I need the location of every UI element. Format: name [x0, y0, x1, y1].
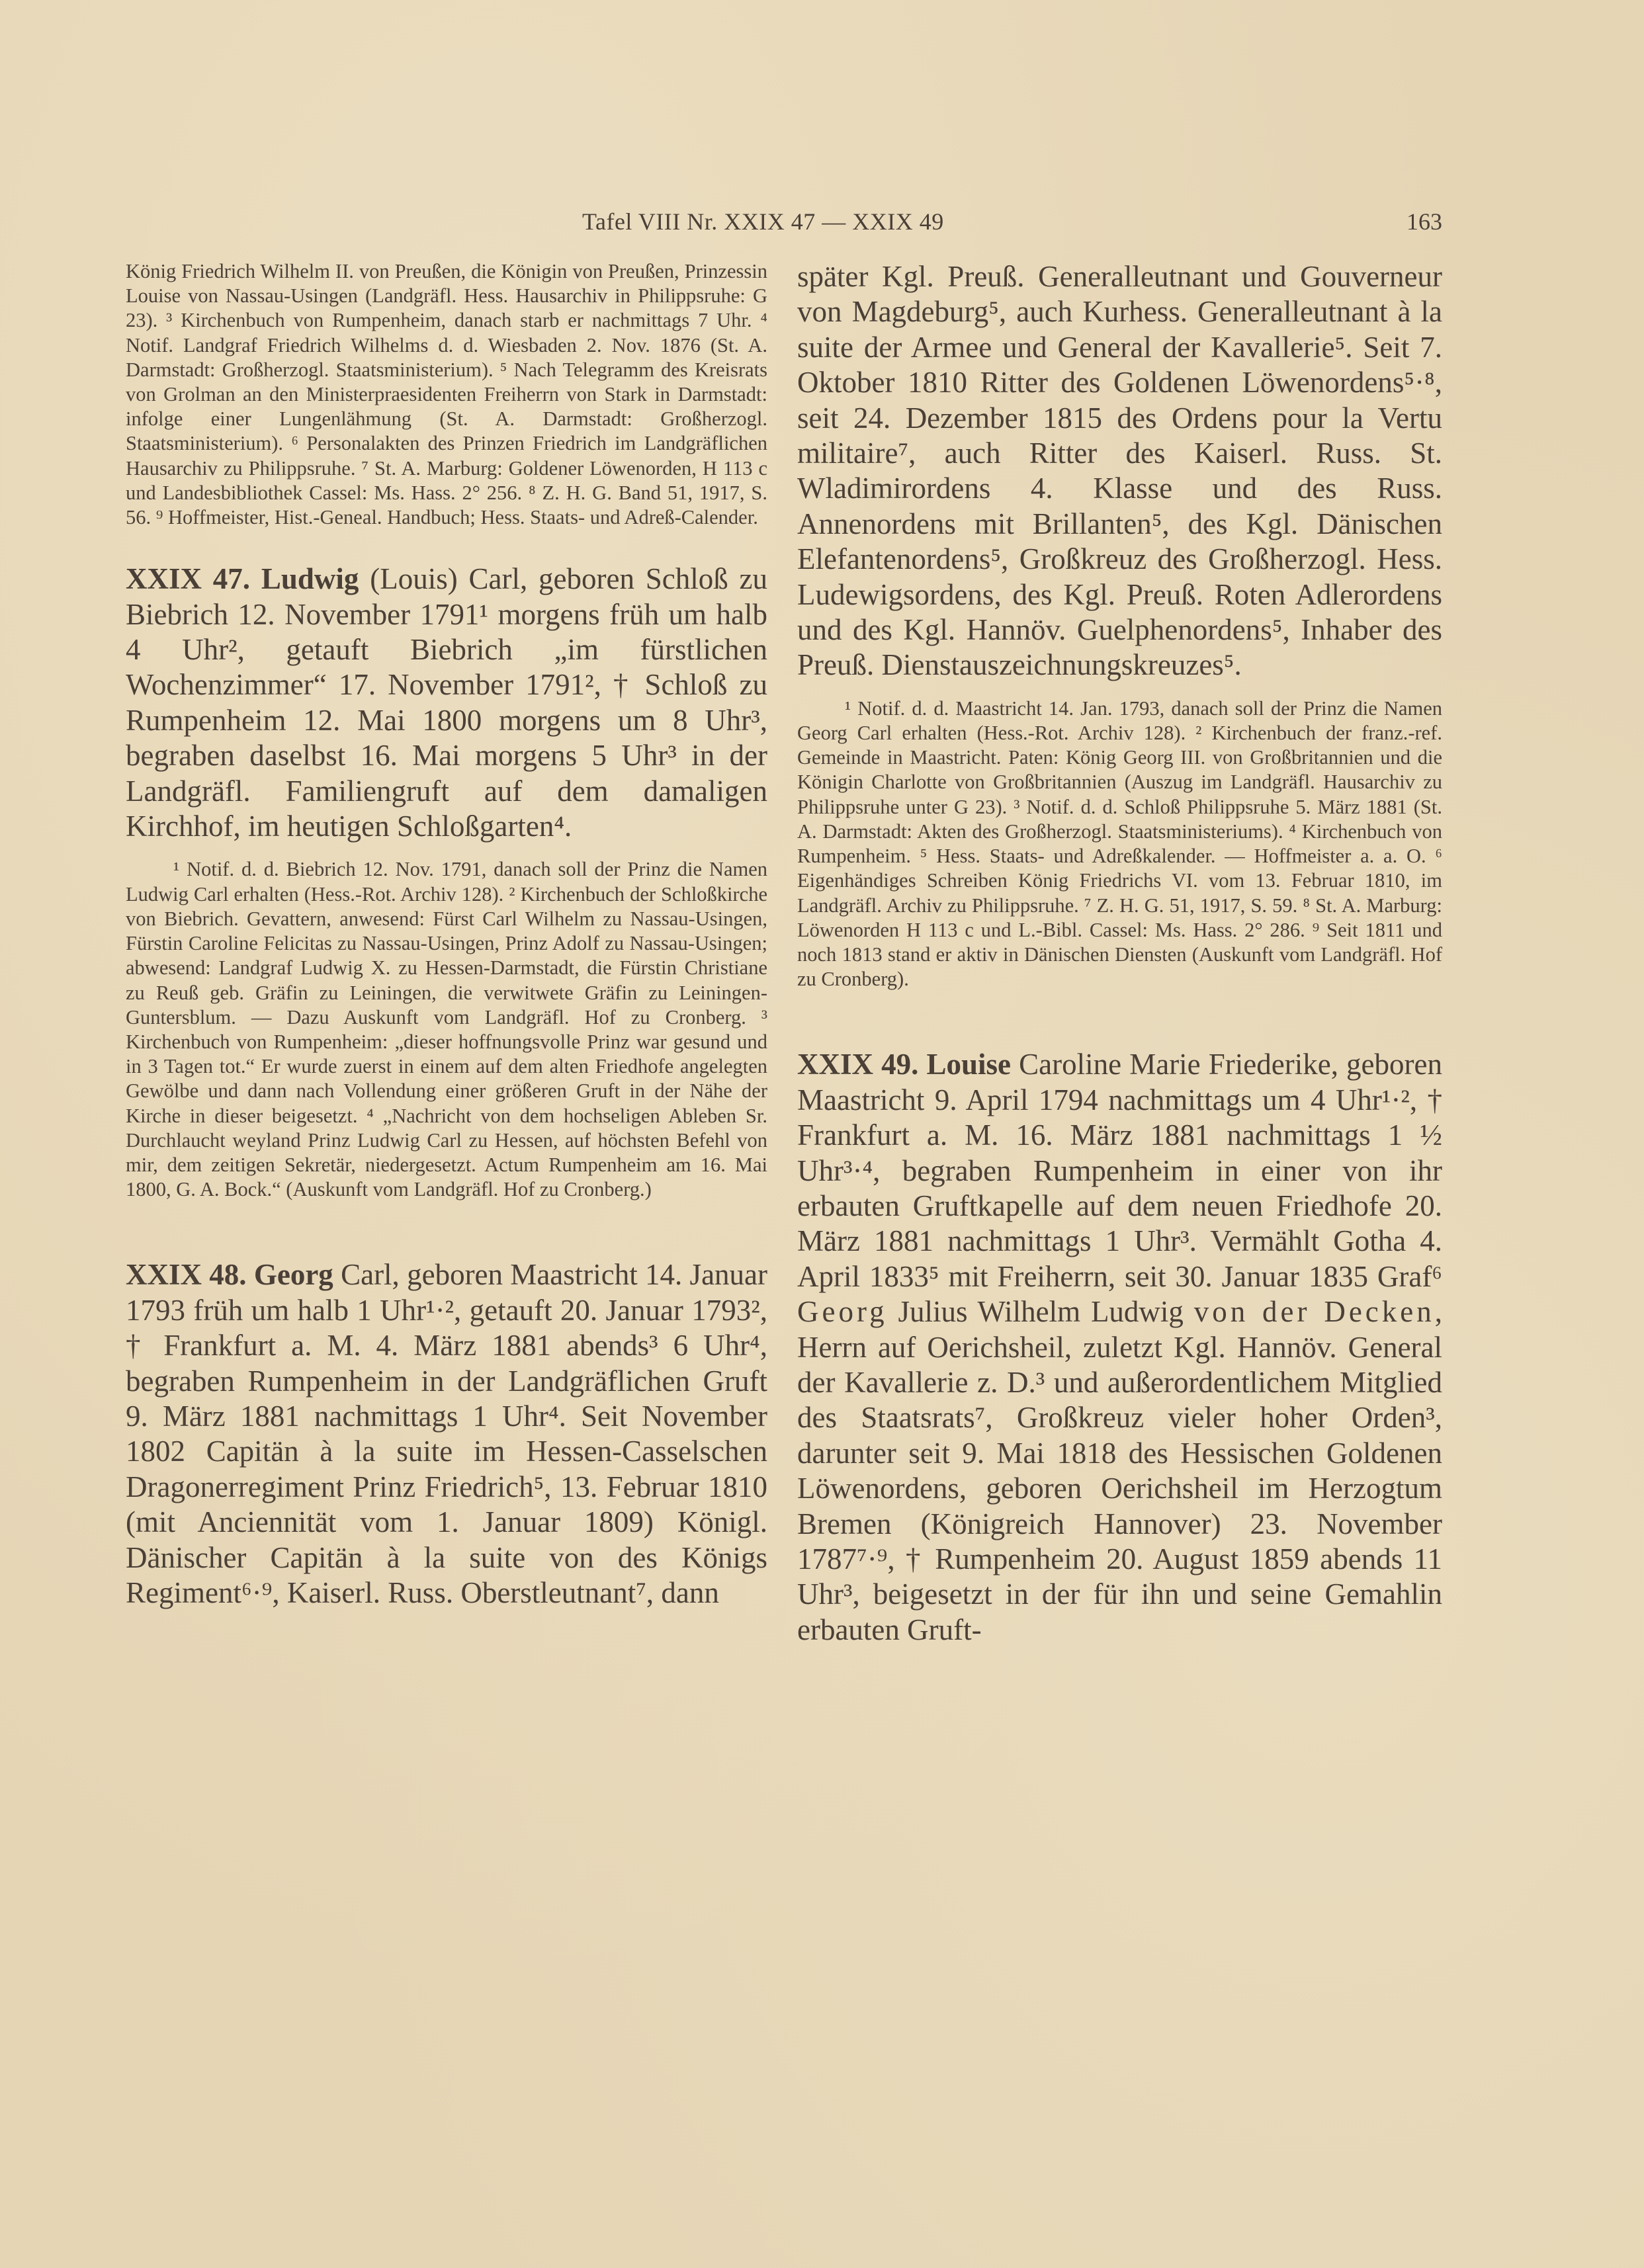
entry-name: Ludwig	[261, 562, 359, 596]
spouse-name-spaced: Georg	[797, 1295, 888, 1329]
running-title: Tafel VIII Nr. XXIX 47 — XXIX 49	[582, 208, 944, 235]
spouse-surname-spaced: von der Decken	[1193, 1295, 1435, 1329]
spacer	[126, 844, 767, 857]
entry-number: XXIX 49.	[797, 1048, 919, 1081]
spacer	[797, 683, 1442, 696]
entry-text: Caroline Marie Friederike, geboren Maastricht 9. April 1794 nachmittags um 4 Uhr¹·², † Frankfurt a. M. 16. März 1881 nachmittags 1 ½ Uhr³·⁴, begraben Rumpenheim in einer von ihr erbauten Gruftkapelle auf dem neuen Friedhofe 20. März 1881 nachmittags 1 Uhr³. Vermählt Gotha 4. April 1833⁵ mit Freiherrn, seit 30. Januar 1835 Graf⁶	[797, 1048, 1442, 1293]
entry-xxix-48-footnotes: ¹ Notif. d. d. Maastricht 14. Jan. 1793, danach soll der Prinz die Namen Georg Carl erhalten (Hess.-Rot. Archiv 128). ² Kirchenbuch der franz.-ref. Gemeinde in Maastricht. Paten: König Georg III. von Großbritannien und die Königin Charlotte von Großbritannien (Auszug im Landgräfl. Hausarchiv zu Philippsruhe unter G 23). ³ Notif. d. d. Schloß Philippsruhe 5. März 1881 (St. A. Darmstadt: Akten des Großherzogl. Staatsministeriums). ⁴ Kirchenbuch von Rumpenheim. ⁵ Hess. Staats- und Adreßkalender. — Hoffmeister a. a. O. ⁶ Eigenhändiges Schreiben König Friedrichs VI. vom 13. Februar 1810, im Landgräfl. Archiv zu Philippsruhe. ⁷ Z. H. G. 51, 1917, S. 59. ⁸ St. A. Marburg: Löwenorden H 113 c und L.-Bibl. Cassel: Ms. Hass. 2° 286. ⁹ Seit 1811 und noch 1813 stand er aktiv in Dänischen Diensten (Auskunft vom Landgräfl. Hof zu Cronberg).	[797, 696, 1442, 991]
entry-xxix-47-footnotes: ¹ Notif. d. d. Biebrich 12. Nov. 1791, danach soll der Prinz die Namen Ludwig Carl erhalten (Hess.-Rot. Archiv 128). ² Kirchenbuch der Schloßkirche von Biebrich. Gevattern, anwesend: Fürst Carl Wilhelm zu Nassau-Usingen, Fürstin Caroline Felicitas zu Nassau-Usingen, Prinz Adolf zu Nassau-Usingen; abwesend: Landgraf Ludwig X. zu Hessen-Darmstadt, die Fürstin Christiane zu Reuß geb. Gräfin zu Leiningen, die verwitwete Gräfin zu Leiningen-Guntersblum. — Dazu Auskunft vom Landgräfl. Hof zu Cronberg. ³ Kirchenbuch von Rumpenheim: „dieser hoffnungsvolle Prinz war gesund und in 3 Tagen tot.“ Er wurde zuerst in einem auf dem alten Friedhofe angelegten Gewölbe und dann nach Vollendung einer größeren Gruft in der Nähe der Kirche in dieser beigesetzt. ⁴ „Nachricht von dem hochseligen Ableben Sr. Durchlaucht weyland Prinz Ludwig Carl zu Hessen, auf höchsten Befehl von mir, dem zeitigen Sekretär, niedergesetzt. Actum Rumpenheim am 16. Mai 1800, G. A. Bock.“ (Auskunft vom Landgräfl. Hof zu Cronberg.)	[126, 858, 767, 1201]
running-header	[126, 208, 1442, 241]
left-column	[126, 259, 767, 1611]
entry-number: XXIX 48.	[126, 1258, 247, 1292]
entry-name: Georg	[253, 1258, 333, 1292]
entry-xxix-48	[126, 1257, 767, 1611]
entry-xxix-47	[126, 562, 767, 844]
entry-number: XXIX 47.	[126, 562, 251, 596]
right-column	[797, 259, 1442, 1648]
entry-text: Carl, geboren Maastricht 14. Januar 1793 früh um halb 1 Uhr¹·², getauft 20. Januar 1793², † Frankfurt a. M. 4. März 1881 abends³ 6 Uhr⁴, begraben Rumpenheim in der Landgräflichen Gruft 9. März 1881 nachmittags 1 Uhr⁴. Seit November 1802 Capitän à la suite im Hessen-Casselschen Dragonerregiment Prinz Friedrich⁵, 13. Februar 1810 (mit Anciennität vom 1. Januar 1809) Königl. Dänischer Capitän à la suite von des Königs Regiment⁶·⁹, Kaiserl. Russ. Oberstleutnant⁷, dann	[126, 1258, 768, 1609]
entry-xxix-48-continued: später Kgl. Preuß. Generalleutnant und Gouverneur von Magdeburg⁵, auch Kurhess. Generalleutnant à la suite der Armee und General der Kavallerie⁵. Seit 7. Oktober 1810 Ritter des Goldenen Löwenordens⁵·⁸, seit 24. Dezember 1815 des Ordens pour la Vertu militaire⁷, auch Ritter des Kaiserl. Russ. St. Wladimirordens 4. Klasse und des Russ. Annenordens mit Brillanten⁵, des Kgl. Dänischen Elefantenordens⁵, Großkreuz des Großherzogl. Hess. Ludewigsordens, des Kgl. Preuß. Roten Adlerordens und des Kgl. Hannöv. Guelphenordens⁵, Inhaber des Preuß. Dienstauszeichnungskreuzes⁵.	[797, 260, 1442, 682]
page-number: 163	[1406, 208, 1442, 235]
spacer	[126, 1202, 767, 1257]
entry-text: (Louis) Carl, geboren Schloß zu Biebrich 12. November 1791¹ morgens früh um halb 4 Uhr², getauft Biebrich „im fürstlichen Wochenzimmer“ 17. November 1791², † Schloß zu Rumpenheim 12. Mai 1800 morgens um 8 Uhr³, begraben daselbst 16. Mai morgens 5 Uhr³ in der Landgräfl. Familiengruft auf dem damaligen Kirchhof, im heutigen Schloßgarten⁴.	[126, 562, 768, 843]
entry-name: Louise	[926, 1048, 1012, 1081]
entry-text-3: , Herrn auf Oerichsheil, zuletzt Kgl. Hannöv. General der Kavallerie z. D.³ und außerordentlichem Mitglied des Staatsrats⁷, Großkreuz vieler hoher Orden³, darunter seit 9. Mai 1818 des Hessischen Goldenen Löwenordens, geboren Oerichsheil im Herzogtum Bremen (Königreich Hannover) 23. November 1787⁷·⁹, † Rumpenheim 20. August 1859 abends 11 Uhr³, beigesetzt in der für ihn und seine Gemahlin erbauten Gruft-	[797, 1295, 1442, 1646]
spacer	[797, 991, 1442, 1047]
continued-footnotes: König Friedrich Wilhelm II. von Preußen, die Königin von Preußen, Prinzessin Louise von Nassau-Usingen (Landgräfl. Hess. Hausarchiv in Philippsruhe: G 23). ³ Kirchenbuch von Rumpenheim, danach starb er nachmittags 7 Uhr. ⁴ Notif. Landgraf Friedrich Wilhelms d. d. Wiesbaden 2. Nov. 1876 (St. A. Darmstadt: Großherzogl. Staatsministerium). ⁵ Nach Telegramm des Kreisrats von Grolman an den Ministerpraesidenten Freiherrn von Stark in Darmstadt: infolge einer Lungenlähmung (St. A. Darmstadt: Großherzogl. Staatsministerium). ⁶ Personalakten des Prinzen Friedrich im Landgräflichen Hausarchiv zu Philippsruhe. ⁷ St. A. Marburg: Goldener Löwenorden, H 113 c und Landesbibliothek Cassel: Ms. Hass. 2° 256. ⁸ Z. H. G. Band 51, 1917, S. 56. ⁹ Hoffmeister, Hist.-Geneal. Handbuch; Hess. Staats- und Adreß-Calender.	[126, 260, 767, 529]
entry-text-2: Julius Wilhelm Ludwig	[887, 1295, 1194, 1329]
spacer	[126, 530, 767, 562]
entry-xxix-49	[797, 1047, 1442, 1648]
